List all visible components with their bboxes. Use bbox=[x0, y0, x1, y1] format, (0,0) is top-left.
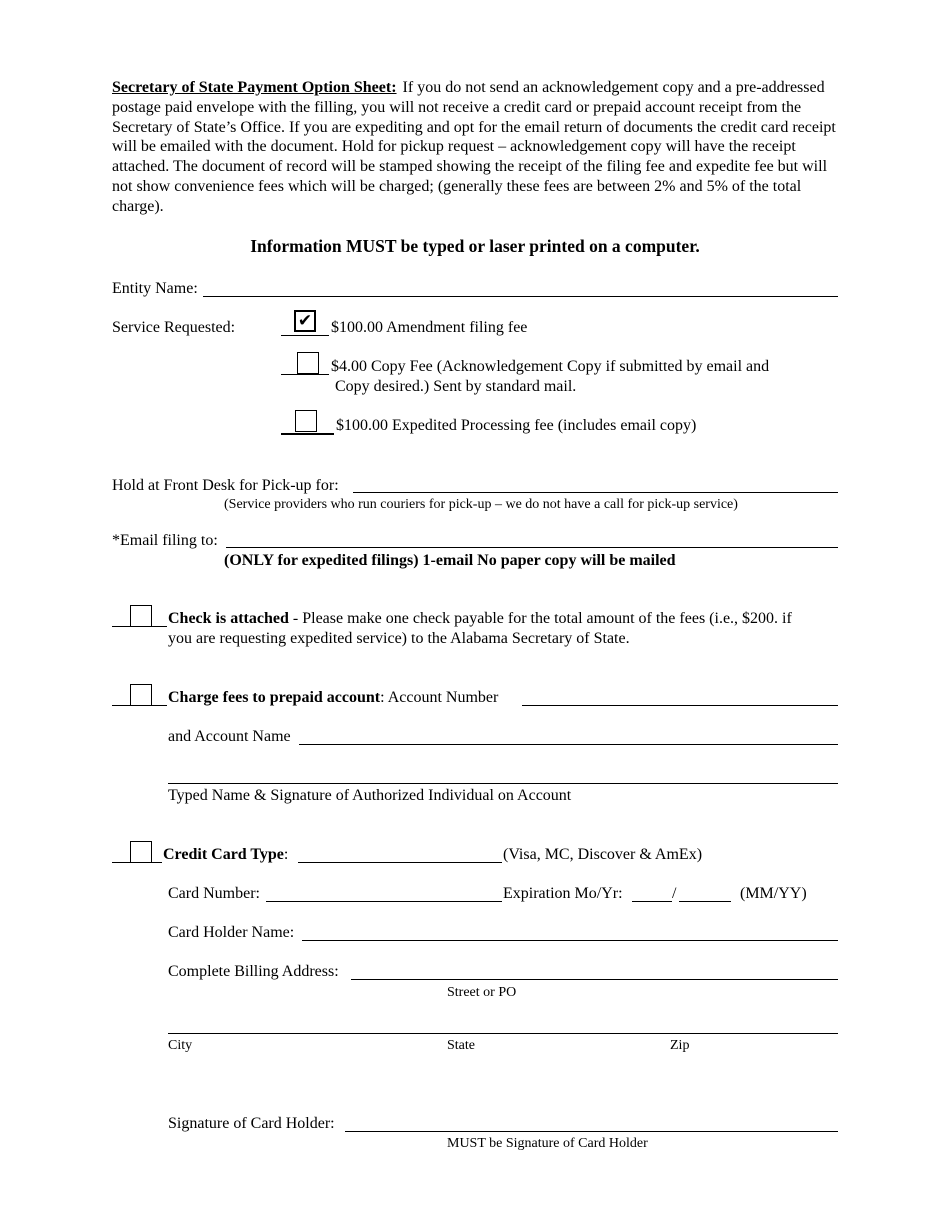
credit-card-type-field[interactable] bbox=[298, 862, 502, 863]
authorized-signature-caption: Typed Name & Signature of Authorized Individual on Account bbox=[168, 787, 572, 804]
email-filing-label: *Email filing to: bbox=[112, 532, 218, 549]
credit-card-type-label: Credit Card Type bbox=[163, 846, 284, 863]
email-filing-field[interactable] bbox=[226, 547, 838, 548]
checkmark-icon: ✔ bbox=[297, 311, 313, 331]
card-holder-signature-field[interactable] bbox=[345, 1131, 838, 1132]
card-number-field[interactable] bbox=[266, 901, 502, 902]
copy-fee-underline bbox=[281, 374, 329, 375]
prepaid-account-number-label: : Account Number bbox=[380, 689, 499, 706]
billing-city-state-zip-field[interactable] bbox=[168, 1033, 838, 1034]
zip-caption: Zip bbox=[670, 1038, 690, 1053]
authorized-signature-field[interactable] bbox=[168, 783, 838, 784]
expiration-slash: / bbox=[672, 885, 677, 902]
amendment-fee-checkbox[interactable] bbox=[294, 310, 316, 332]
prepaid-account-text bbox=[168, 688, 498, 708]
check-attached-checkbox[interactable] bbox=[130, 605, 152, 627]
check-attached-bold: Check is attached bbox=[168, 610, 289, 627]
amendment-fee-label: $100.00 Amendment filing fee bbox=[331, 319, 528, 336]
expedite-fee-underline bbox=[281, 433, 334, 435]
prepaid-account-checkbox[interactable] bbox=[130, 684, 152, 706]
hold-pickup-note: (Service providers who run couriers for pick-up – we do not have a call for pick-up service) bbox=[224, 497, 738, 512]
check-attached-desc-cont: you are requesting expedited service) to the Alabama Secretary of State. bbox=[168, 630, 630, 647]
entity-name-field[interactable] bbox=[203, 296, 838, 297]
credit-card-type-colon: : bbox=[283, 846, 289, 863]
expiration-year-field[interactable] bbox=[679, 901, 731, 902]
billing-address-label: Complete Billing Address: bbox=[168, 963, 339, 980]
expiration-label: Expiration Mo/Yr: bbox=[503, 885, 623, 902]
street-caption: Street or PO bbox=[447, 985, 517, 1000]
check-attached-desc: - Please make one check payable for the total amount of the fees (i.e., $200. if bbox=[288, 610, 792, 627]
sheet-title: Secretary of State Payment Option Sheet: bbox=[112, 79, 397, 96]
hold-pickup-label: Hold at Front Desk for Pick-up for: bbox=[112, 477, 339, 494]
prepaid-account-bold: Charge fees to prepaid account bbox=[168, 689, 381, 706]
copy-fee-label-cont: Copy desired.) Sent by standard mail. bbox=[335, 378, 577, 395]
card-holder-name-label: Card Holder Name: bbox=[168, 924, 295, 941]
copy-fee-checkbox[interactable] bbox=[297, 352, 319, 374]
card-holder-name-field[interactable] bbox=[302, 940, 838, 941]
email-filing-note: (ONLY for expedited filings) 1-email No paper copy will be mailed bbox=[224, 552, 676, 569]
expedite-fee-checkbox[interactable] bbox=[295, 410, 317, 432]
copy-fee-label: $4.00 Copy Fee (Acknowledgement Copy if submitted by email and bbox=[331, 358, 770, 375]
entity-name-label: Entity Name: bbox=[112, 280, 198, 297]
state-caption: State bbox=[447, 1038, 475, 1053]
service-requested-label: Service Requested: bbox=[112, 319, 236, 336]
account-name-field[interactable] bbox=[299, 744, 838, 745]
hold-pickup-field[interactable] bbox=[353, 492, 838, 493]
check-attached-text bbox=[168, 609, 792, 629]
amendment-fee-underline bbox=[281, 335, 329, 336]
intro-paragraph bbox=[112, 78, 842, 217]
card-number-label: Card Number: bbox=[168, 885, 260, 902]
account-number-field[interactable] bbox=[522, 705, 838, 706]
billing-street-field[interactable] bbox=[351, 979, 838, 980]
card-holder-signature-label: Signature of Card Holder: bbox=[168, 1115, 335, 1132]
expiration-hint: (MM/YY) bbox=[740, 885, 807, 902]
credit-card-type-hint: (Visa, MC, Discover & AmEx) bbox=[503, 846, 703, 863]
intro-text: If you do not send an acknowledgement copy and a pre-addressed postage paid envelope with the filling, you will not receive a credit card or prepaid account receipt from the Secretary of State’s Office. If you are expediting and opt for the email return of documents the credit card receipt will be emailed with the document. Hold for pickup request – acknowledgement copy will have the receipt attached. The document of record will be stamped showing the receipt of the filing fee and expedite fee but will not show convenience fees which will be charged; (generally these fees are between 2% and 5% of the total charge). bbox=[112, 79, 836, 215]
city-caption: City bbox=[168, 1038, 193, 1053]
account-name-label: and Account Name bbox=[168, 728, 291, 745]
credit-card-type-text bbox=[163, 845, 288, 865]
expiration-month-field[interactable] bbox=[632, 901, 672, 902]
credit-card-checkbox[interactable] bbox=[130, 841, 152, 863]
typed-notice: Information MUST be typed or laser printed on a computer. bbox=[250, 236, 700, 256]
expedite-fee-label: $100.00 Expedited Processing fee (includes email copy) bbox=[336, 417, 697, 434]
card-holder-signature-caption: MUST be Signature of Card Holder bbox=[447, 1136, 648, 1151]
